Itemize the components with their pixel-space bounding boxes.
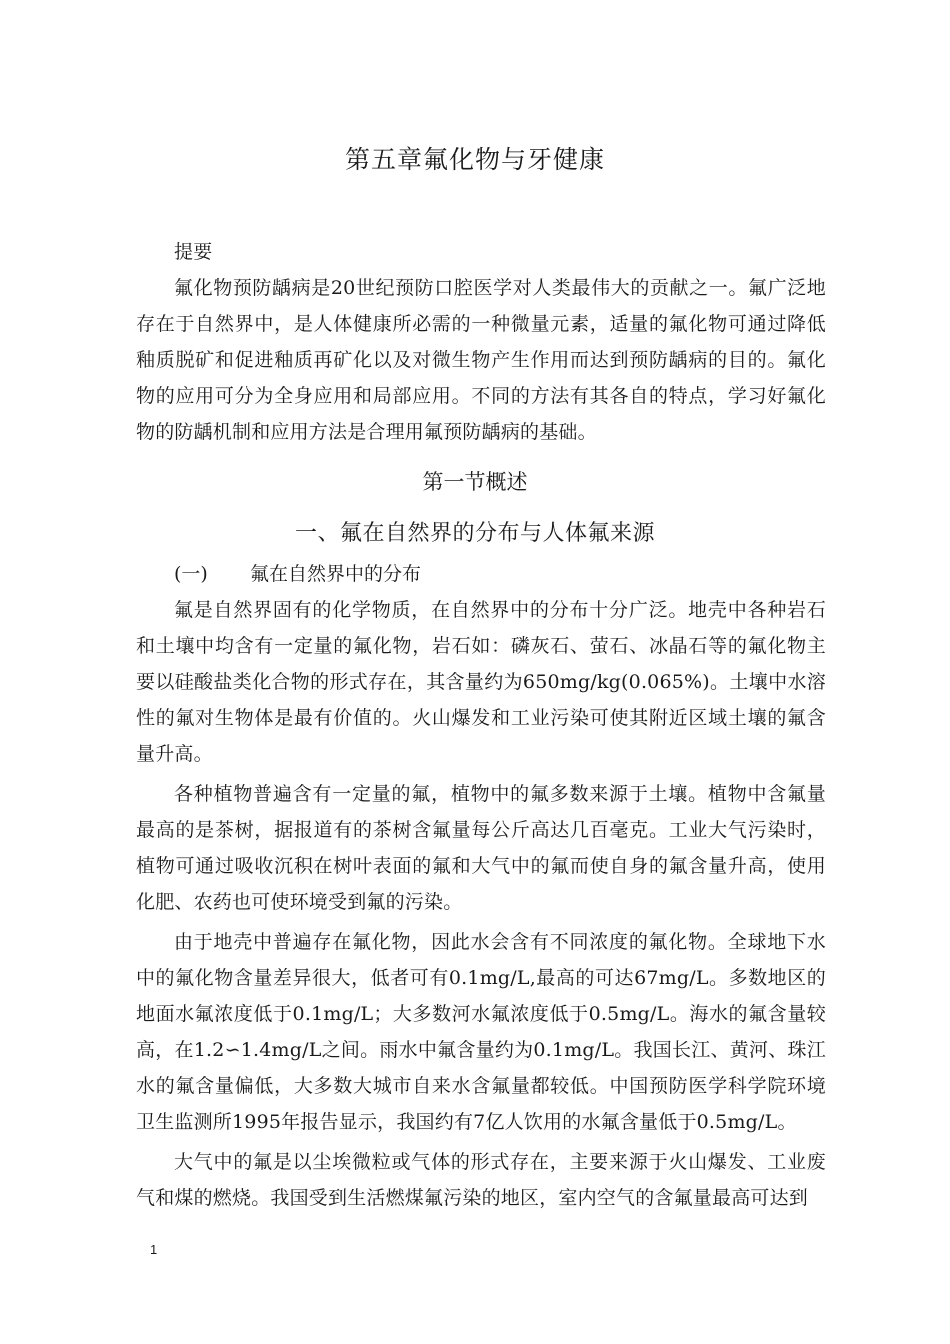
subsection-heading: 一、氟在自然界的分布与人体氟来源 [294,521,655,546]
body-paragraph: 由于地壳中普遍存在氟化物，因此水会含有不同浓度的氟化物。全球地下水中的氟化物含量差异很大，低者可有0.1mg/L,最高的可达67mg/L。多数地区的地面水氟浓度低于0.1mg/L；大多数河水氟浓度低于0.5mg/L。海水的氟含量较高，在1.2∽1.4mg/L之间。雨水中氟含量约为0.1mg/L。我国长江、黄河、珠江水的氟含量偏低，大多数大城市自来水含氟量都较低。中国预防医学科学院环境卫生监测所1995年报告显示，我国约有7亿人饮用的水氟含量低于0.5mg/L。 [136,931,826,1133]
item-number: (一) [174,563,208,585]
abstract-label: 提要 [174,241,213,263]
body-text [136,592,826,1216]
body-paragraph: 各种植物普遍含有一定量的氟，植物中的氟多数来源于土壤。植物中含氟量最高的是茶树，据报道有的茶树含氟量每公斤高达几百毫克。工业大气污染时，植物可通过吸收沉积在树叶表面的氟和大气中的氟而使自身的氟含量升高，使用化肥、农药也可使环境受到氟的污染。 [136,783,826,913]
abstract-paragraph: 氟化物预防龋病是20世纪预防口腔医学对人类最伟大的贡献之一。氟广泛地存在于自然界中，是人体健康所必需的一种微量元素，适量的氟化物可通过降低釉质脱矿和促进釉质再矿化以及对微生物产生作用而达到预防龋病的目的。氟化物的应用可分为全身应用和局部应用。不同的方法有其各自的特点，学习好氟化物的防龋机制和应用方法是合理用氟预防龋病的基础。 [136,277,826,443]
body-paragraph: 大气中的氟是以尘埃微粒或气体的形式存在，主要来源于火山爆发、工业废气和煤的燃烧。我国受到生活燃煤氟污染的地区，室内空气的含氟量最高可达到 [136,1151,826,1209]
section-heading: 第一节概述 [422,470,528,494]
item-heading: 氟在自然界中的分布 [250,563,422,585]
chapter-title: 第五章氟化物与牙健康 [344,145,605,174]
abstract-section [136,234,826,450]
item-heading-row [174,556,421,592]
page-number: 1 [150,1242,158,1257]
body-paragraph: 氟是自然界固有的化学物质，在自然界中的分布十分广泛。地壳中各种岩石和土壤中均含有一定量的氟化物，岩石如：磷灰石、萤石、冰晶石等的氟化物主要以硅酸盐类化合物的形式存在，其含量约为650mg/kg(0.065%)。土壤中水溶性的氟对生物体是最有价值的。火山爆发和工业污染可使其附近区域土壤的氟含量升高。 [136,599,826,765]
